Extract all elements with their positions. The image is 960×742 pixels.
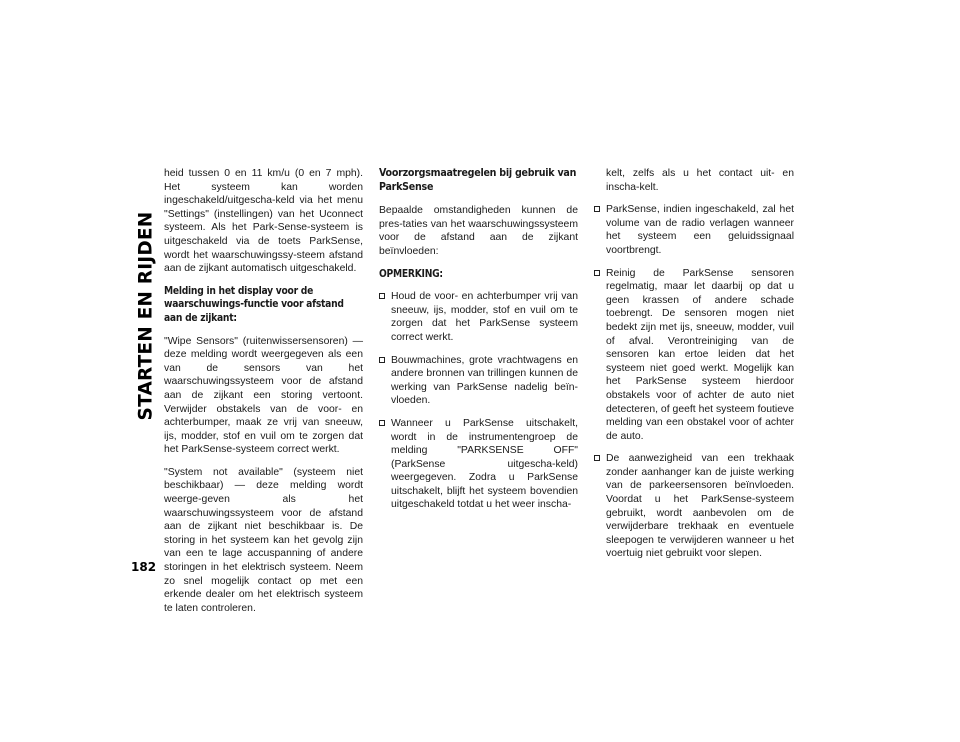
square-bullet-icon: [594, 455, 600, 461]
paragraph-system-not-available: "System not available" (systeem niet beschikbaar) — deze melding wordt weerge-geven als het waarschuwingssysteem voor de afstand aan de zijkant niet beschikbaar is. De storing in het systeem kan het gevolg zijn van een te lage accuspanning of andere storingen in het elektrisch systeem. Neem zo snel mogelijk contact op met een erkende dealer om het elektrisch systeem te laten controleren.: [164, 466, 363, 614]
list-item: [379, 290, 578, 344]
section-title-text: STARTEN EN RIJDEN: [135, 211, 157, 421]
list-item: [594, 203, 794, 257]
column-middle: [379, 167, 578, 521]
square-bullet-icon: [379, 293, 385, 299]
square-bullet-icon: [594, 206, 600, 212]
column-left: [164, 167, 363, 624]
list-item: [379, 354, 578, 408]
list-item-text: Houd de voor- en achterbumper vrij van sneeuw, ijs, modder, stof en vuil om te zorgen dat het ParkSense systeem correct werkt.: [391, 291, 578, 343]
heading-display-messages: Melding in het display voor de waarschuwings-functie voor afstand aan de zijkant:: [164, 285, 344, 324]
paragraph-wipe-sensors: "Wipe Sensors" (ruitenwissersensoren) — deze melding wordt weergegeven als een van de sensors van het waarschuwingssysteem voor de afstand aan de zijkant een storing vertoont. Verwijder obstakels van de voor- en achterbumper, maak ze vrij van sneeuw, ijs, modder, stof en vuil om te zorgen dat het ParkSense-systeem correct werkt.: [164, 335, 363, 456]
page-number: 182: [131, 560, 157, 574]
list-item-text: ParkSense, indien ingeschakeld, zal het volume van de radio verlagen wanneer het systeem een geluidssignaal voortbrengt.: [606, 204, 794, 256]
paragraph-speed-range: heid tussen 0 en 11 km/u (0 en 7 mph). Het systeem kan worden ingeschakeld/uitgescha-keld via het menu "Settings" (instellingen) van het Uconnect systeem. Als het Park-Sense-systeem is uitgeschakeld via de toets ParkSense, wordt het waarschuwingssy-steem afstand aan de zijkant automatisch uitgeschakeld.: [164, 168, 363, 275]
section-side-title: [131, 166, 161, 466]
note-label: OPMERKING:: [379, 268, 443, 280]
paragraph-conditions-intro: Bepaalde omstandigheden kunnen de pres-taties van het waarschuwingssysteem voor de afstand aan de zijkant beïnvloeden:: [379, 205, 578, 257]
square-bullet-icon: [594, 270, 600, 276]
list-item: [379, 417, 578, 512]
column-right: [594, 167, 794, 570]
list-item-text: Reinig de ParkSense sensoren regelmatig, maar let daarbij op dat u geen krassen of andere schade toebrengt. De sensoren mogen niet bedekt zijn met ijs, sneeuw, modder, vuil of afval. Verontreiniging van de sensoren kan ertoe leiden dat het systeem niet goed werkt. Mogelijk kan het ParkSense systeem hierdoor obstakels voor of achter de auto niet detecteren, of geeft het systeem foutieve melding van een obstakel voor of achter de auto.: [606, 267, 794, 442]
square-bullet-icon: [379, 420, 385, 426]
list-item: [594, 267, 794, 444]
list-item-text: Bouwmachines, grote vrachtwagens en andere bronnen van trillingen kunnen de werking van ParkSense nadelig beïn-vloeden.: [391, 354, 578, 407]
square-bullet-icon: [379, 357, 385, 363]
list-item-continuation: kelt, zelfs als u het contact uit- en inscha-kelt.: [606, 168, 794, 193]
list-item: [594, 452, 794, 561]
list-item-text: De aanwezigheid van een trekhaak zonder aanhanger kan de juiste werking van de parkeersensoren beïnvloeden. Voordat u het ParkSense-systeem gebruikt, wordt aanbevolen om de verwijderbare trekhaak en eventuele sleepogen te verwijderen wanneer u het voertuig niet gebruikt voor slepen.: [606, 453, 794, 560]
list-item-text: Wanneer u ParkSense uitschakelt, wordt in de instrumentengroep de melding "PARKSENSE OFF" (ParkSense uitgescha-keld) weergegeven. Zodra u ParkSense uitschakelt, blijft het systeem bovendien uitgeschakeld totdat u het weer inscha-: [391, 417, 578, 511]
heading-parksense-precautions: Voorzorgsmaatregelen bij gebruik van ParkSense: [379, 167, 577, 193]
